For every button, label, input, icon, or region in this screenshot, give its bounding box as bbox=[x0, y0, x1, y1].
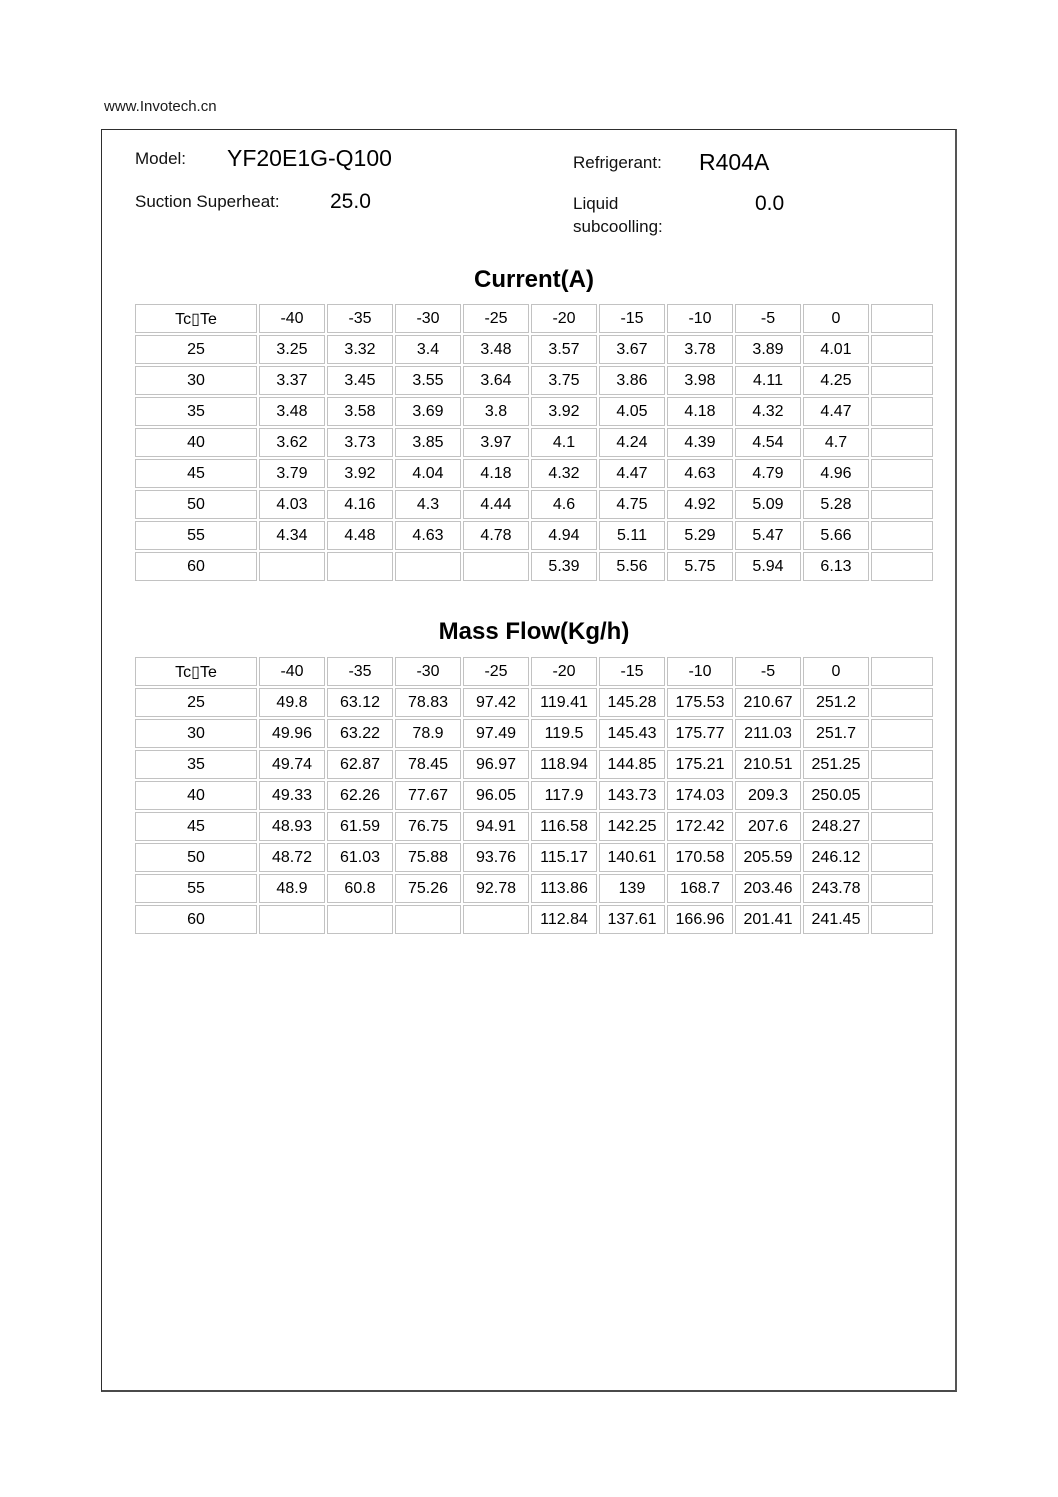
value-cell: 205.59 bbox=[735, 843, 801, 872]
row-header-cell: 55 bbox=[135, 874, 257, 903]
value-cell: 142.25 bbox=[599, 812, 665, 841]
value-cell: 5.56 bbox=[599, 552, 665, 581]
column-header-cell: -20 bbox=[531, 657, 597, 686]
column-header-cell bbox=[871, 304, 933, 333]
value-cell bbox=[259, 552, 325, 581]
value-cell: 4.01 bbox=[803, 335, 869, 364]
value-cell: 3.89 bbox=[735, 335, 801, 364]
value-cell: 174.03 bbox=[667, 781, 733, 810]
value-cell bbox=[871, 750, 933, 779]
value-cell: 4.3 bbox=[395, 490, 461, 519]
liquid-subcooling-label: Liquid subcoolling: bbox=[573, 194, 663, 236]
value-cell: 62.26 bbox=[327, 781, 393, 810]
value-cell: 5.94 bbox=[735, 552, 801, 581]
value-cell: 5.75 bbox=[667, 552, 733, 581]
value-cell: 144.85 bbox=[599, 750, 665, 779]
value-cell: 78.45 bbox=[395, 750, 461, 779]
current-table-title: Current(A) bbox=[474, 266, 594, 293]
value-cell: 4.78 bbox=[463, 521, 529, 550]
value-cell: 49.8 bbox=[259, 688, 325, 717]
value-cell: 210.51 bbox=[735, 750, 801, 779]
value-cell: 4.79 bbox=[735, 459, 801, 488]
value-cell: 78.9 bbox=[395, 719, 461, 748]
value-cell: 246.12 bbox=[803, 843, 869, 872]
row-header-cell: 45 bbox=[135, 812, 257, 841]
value-cell: 117.9 bbox=[531, 781, 597, 810]
table-row bbox=[135, 874, 933, 903]
column-header-cell: -10 bbox=[667, 304, 733, 333]
value-cell: 251.25 bbox=[803, 750, 869, 779]
value-cell: 4.75 bbox=[599, 490, 665, 519]
header-row bbox=[135, 304, 933, 333]
value-cell: 4.1 bbox=[531, 428, 597, 457]
value-cell bbox=[327, 905, 393, 934]
value-cell: 5.47 bbox=[735, 521, 801, 550]
value-cell: 170.58 bbox=[667, 843, 733, 872]
value-cell: 3.85 bbox=[395, 428, 461, 457]
value-cell: 251.2 bbox=[803, 688, 869, 717]
value-cell: 61.59 bbox=[327, 812, 393, 841]
value-cell: 207.6 bbox=[735, 812, 801, 841]
value-cell bbox=[871, 905, 933, 934]
value-cell: 3.57 bbox=[531, 335, 597, 364]
row-header-cell: 35 bbox=[135, 750, 257, 779]
value-cell: 175.53 bbox=[667, 688, 733, 717]
header-row bbox=[135, 657, 933, 686]
table-row bbox=[135, 688, 933, 717]
value-cell: 4.44 bbox=[463, 490, 529, 519]
table-row bbox=[135, 366, 933, 395]
value-cell: 3.4 bbox=[395, 335, 461, 364]
table-row bbox=[135, 521, 933, 550]
value-cell bbox=[259, 905, 325, 934]
value-cell: 78.83 bbox=[395, 688, 461, 717]
value-cell: 4.47 bbox=[803, 397, 869, 426]
value-cell: 4.47 bbox=[599, 459, 665, 488]
table-row bbox=[135, 428, 933, 457]
refrigerant-label: Refrigerant: bbox=[573, 153, 662, 172]
value-cell: 3.98 bbox=[667, 366, 733, 395]
value-cell: 4.96 bbox=[803, 459, 869, 488]
value-cell bbox=[871, 459, 933, 488]
site-url-text: www.Invotech.cn bbox=[104, 98, 217, 115]
value-cell: 168.7 bbox=[667, 874, 733, 903]
value-cell bbox=[871, 688, 933, 717]
value-cell: 250.05 bbox=[803, 781, 869, 810]
row-header-cell: 35 bbox=[135, 397, 257, 426]
value-cell: 4.24 bbox=[599, 428, 665, 457]
value-cell: 3.48 bbox=[463, 335, 529, 364]
value-cell: 4.32 bbox=[531, 459, 597, 488]
value-cell bbox=[871, 552, 933, 581]
value-cell: 3.79 bbox=[259, 459, 325, 488]
value-cell: 145.43 bbox=[599, 719, 665, 748]
column-header-cell: -15 bbox=[599, 657, 665, 686]
value-cell: 4.34 bbox=[259, 521, 325, 550]
value-cell: 63.22 bbox=[327, 719, 393, 748]
value-cell: 112.84 bbox=[531, 905, 597, 934]
column-header-cell: -35 bbox=[327, 304, 393, 333]
value-cell: 3.92 bbox=[327, 459, 393, 488]
value-cell: 75.26 bbox=[395, 874, 461, 903]
value-cell bbox=[871, 874, 933, 903]
row-header-cell: 40 bbox=[135, 428, 257, 457]
column-header-cell: -40 bbox=[259, 657, 325, 686]
row-header-cell: 45 bbox=[135, 459, 257, 488]
value-cell: 76.75 bbox=[395, 812, 461, 841]
value-cell: 201.41 bbox=[735, 905, 801, 934]
value-cell: 139 bbox=[599, 874, 665, 903]
column-header-cell: -10 bbox=[667, 657, 733, 686]
value-cell bbox=[871, 719, 933, 748]
current-table bbox=[133, 302, 935, 583]
value-cell: 3.58 bbox=[327, 397, 393, 426]
value-cell: 4.48 bbox=[327, 521, 393, 550]
value-cell: 4.16 bbox=[327, 490, 393, 519]
corner-header-cell: Tc▯Te bbox=[135, 304, 257, 333]
value-cell: 119.5 bbox=[531, 719, 597, 748]
value-cell bbox=[463, 552, 529, 581]
column-header-cell: 0 bbox=[803, 657, 869, 686]
value-cell bbox=[395, 552, 461, 581]
mass-flow-table bbox=[133, 655, 935, 936]
value-cell: 60.8 bbox=[327, 874, 393, 903]
row-header-cell: 25 bbox=[135, 335, 257, 364]
value-cell bbox=[871, 366, 933, 395]
value-cell: 4.63 bbox=[395, 521, 461, 550]
value-cell: 118.94 bbox=[531, 750, 597, 779]
value-cell: 4.05 bbox=[599, 397, 665, 426]
value-cell: 243.78 bbox=[803, 874, 869, 903]
value-cell: 4.54 bbox=[735, 428, 801, 457]
table-row bbox=[135, 843, 933, 872]
value-cell: 5.29 bbox=[667, 521, 733, 550]
value-cell: 48.72 bbox=[259, 843, 325, 872]
column-header-cell: -35 bbox=[327, 657, 393, 686]
suction-superheat-value: 25.0 bbox=[330, 190, 371, 213]
value-cell: 251.7 bbox=[803, 719, 869, 748]
row-header-cell: 55 bbox=[135, 521, 257, 550]
value-cell: 175.21 bbox=[667, 750, 733, 779]
value-cell: 140.61 bbox=[599, 843, 665, 872]
value-cell: 119.41 bbox=[531, 688, 597, 717]
value-cell bbox=[871, 397, 933, 426]
value-cell: 248.27 bbox=[803, 812, 869, 841]
value-cell: 3.92 bbox=[531, 397, 597, 426]
column-header-cell: -25 bbox=[463, 304, 529, 333]
value-cell: 94.91 bbox=[463, 812, 529, 841]
table-row bbox=[135, 781, 933, 810]
value-cell: 4.32 bbox=[735, 397, 801, 426]
value-cell: 3.55 bbox=[395, 366, 461, 395]
value-cell: 3.64 bbox=[463, 366, 529, 395]
column-header-cell: -20 bbox=[531, 304, 597, 333]
column-header-cell bbox=[871, 657, 933, 686]
value-cell: 3.73 bbox=[327, 428, 393, 457]
value-cell: 145.28 bbox=[599, 688, 665, 717]
value-cell: 5.28 bbox=[803, 490, 869, 519]
row-header-cell: 60 bbox=[135, 552, 257, 581]
value-cell: 209.3 bbox=[735, 781, 801, 810]
value-cell: 4.18 bbox=[667, 397, 733, 426]
table-row bbox=[135, 719, 933, 748]
mass-flow-table-title: Mass Flow(Kg/h) bbox=[438, 618, 630, 645]
value-cell: 3.97 bbox=[463, 428, 529, 457]
column-header-cell: -30 bbox=[395, 304, 461, 333]
value-cell: 4.03 bbox=[259, 490, 325, 519]
value-cell: 143.73 bbox=[599, 781, 665, 810]
value-cell: 4.18 bbox=[463, 459, 529, 488]
value-cell: 3.8 bbox=[463, 397, 529, 426]
value-cell: 5.66 bbox=[803, 521, 869, 550]
value-cell: 3.25 bbox=[259, 335, 325, 364]
table-row bbox=[135, 552, 933, 581]
value-cell: 137.61 bbox=[599, 905, 665, 934]
value-cell: 3.45 bbox=[327, 366, 393, 395]
document-border-box bbox=[101, 129, 957, 1392]
value-cell: 4.25 bbox=[803, 366, 869, 395]
value-cell: 48.9 bbox=[259, 874, 325, 903]
table-row bbox=[135, 335, 933, 364]
row-header-cell: 30 bbox=[135, 366, 257, 395]
value-cell: 3.32 bbox=[327, 335, 393, 364]
column-header-cell: -5 bbox=[735, 657, 801, 686]
value-cell: 96.05 bbox=[463, 781, 529, 810]
liquid-subcooling-value: 0.0 bbox=[755, 192, 785, 215]
value-cell: 49.74 bbox=[259, 750, 325, 779]
column-header-cell: -30 bbox=[395, 657, 461, 686]
value-cell: 211.03 bbox=[735, 719, 801, 748]
column-header-cell: -25 bbox=[463, 657, 529, 686]
column-header-cell: -5 bbox=[735, 304, 801, 333]
value-cell: 4.11 bbox=[735, 366, 801, 395]
value-cell: 97.49 bbox=[463, 719, 529, 748]
value-cell: 203.46 bbox=[735, 874, 801, 903]
value-cell: 116.58 bbox=[531, 812, 597, 841]
value-cell: 3.75 bbox=[531, 366, 597, 395]
value-cell: 92.78 bbox=[463, 874, 529, 903]
value-cell bbox=[871, 335, 933, 364]
suction-superheat-label: Suction Superheat: bbox=[135, 192, 280, 211]
value-cell: 97.42 bbox=[463, 688, 529, 717]
column-header-cell: 0 bbox=[803, 304, 869, 333]
value-cell bbox=[871, 843, 933, 872]
value-cell: 93.76 bbox=[463, 843, 529, 872]
value-cell: 113.86 bbox=[531, 874, 597, 903]
model-label: Model: bbox=[135, 149, 187, 168]
value-cell: 4.7 bbox=[803, 428, 869, 457]
value-cell: 3.67 bbox=[599, 335, 665, 364]
refrigerant-value: R404A bbox=[699, 149, 770, 175]
value-cell: 172.42 bbox=[667, 812, 733, 841]
value-cell: 3.62 bbox=[259, 428, 325, 457]
value-cell: 49.96 bbox=[259, 719, 325, 748]
corner-header-cell: Tc▯Te bbox=[135, 657, 257, 686]
value-cell: 166.96 bbox=[667, 905, 733, 934]
value-cell: 48.93 bbox=[259, 812, 325, 841]
column-header-cell: -15 bbox=[599, 304, 665, 333]
value-cell: 5.11 bbox=[599, 521, 665, 550]
value-cell: 3.69 bbox=[395, 397, 461, 426]
table-row bbox=[135, 397, 933, 426]
value-cell: 49.33 bbox=[259, 781, 325, 810]
value-cell: 3.78 bbox=[667, 335, 733, 364]
value-cell bbox=[871, 490, 933, 519]
column-header-cell: -40 bbox=[259, 304, 325, 333]
value-cell: 4.92 bbox=[667, 490, 733, 519]
row-header-cell: 60 bbox=[135, 905, 257, 934]
value-cell bbox=[871, 521, 933, 550]
value-cell: 210.67 bbox=[735, 688, 801, 717]
value-cell: 4.94 bbox=[531, 521, 597, 550]
row-header-cell: 40 bbox=[135, 781, 257, 810]
table-row bbox=[135, 812, 933, 841]
value-cell: 3.48 bbox=[259, 397, 325, 426]
table-row bbox=[135, 905, 933, 934]
table-row bbox=[135, 490, 933, 519]
value-cell bbox=[327, 552, 393, 581]
row-header-cell: 50 bbox=[135, 490, 257, 519]
value-cell: 115.17 bbox=[531, 843, 597, 872]
value-cell bbox=[395, 905, 461, 934]
table-row bbox=[135, 459, 933, 488]
value-cell: 4.04 bbox=[395, 459, 461, 488]
value-cell bbox=[871, 812, 933, 841]
value-cell: 175.77 bbox=[667, 719, 733, 748]
value-cell: 62.87 bbox=[327, 750, 393, 779]
value-cell: 6.13 bbox=[803, 552, 869, 581]
table-row bbox=[135, 750, 933, 779]
value-cell: 61.03 bbox=[327, 843, 393, 872]
row-header-cell: 25 bbox=[135, 688, 257, 717]
value-cell: 4.63 bbox=[667, 459, 733, 488]
value-cell: 5.09 bbox=[735, 490, 801, 519]
value-cell: 4.39 bbox=[667, 428, 733, 457]
value-cell: 3.86 bbox=[599, 366, 665, 395]
row-header-cell: 30 bbox=[135, 719, 257, 748]
value-cell bbox=[871, 781, 933, 810]
value-cell: 3.37 bbox=[259, 366, 325, 395]
model-value: YF20E1G-Q100 bbox=[227, 145, 392, 171]
value-cell bbox=[463, 905, 529, 934]
value-cell: 77.67 bbox=[395, 781, 461, 810]
value-cell: 63.12 bbox=[327, 688, 393, 717]
value-cell: 75.88 bbox=[395, 843, 461, 872]
value-cell bbox=[871, 428, 933, 457]
value-cell: 241.45 bbox=[803, 905, 869, 934]
value-cell: 5.39 bbox=[531, 552, 597, 581]
value-cell: 4.6 bbox=[531, 490, 597, 519]
row-header-cell: 50 bbox=[135, 843, 257, 872]
value-cell: 96.97 bbox=[463, 750, 529, 779]
